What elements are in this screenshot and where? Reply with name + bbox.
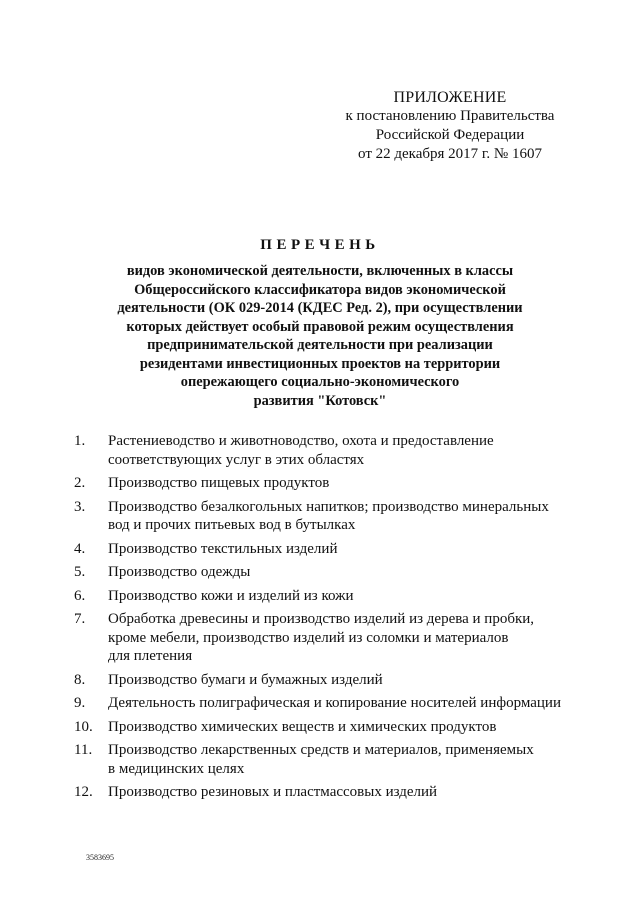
list-item-line: Производство текстильных изделий [108, 540, 338, 557]
list-item-text [108, 694, 561, 713]
list-item-line: Деятельность полиграфическая и копирование носителей информации [108, 695, 561, 711]
list-item-line: вод и прочих питьевых вод в бутылках [108, 517, 356, 533]
list-item [74, 783, 574, 802]
list-item [74, 498, 574, 535]
list-item-number: 8. [74, 671, 86, 688]
list-item-number: 4. [74, 540, 86, 557]
list-item-line: Производство одежды [108, 564, 251, 580]
subtitle-line: опережающего социально-экономического [180, 374, 460, 390]
list-item-text [108, 671, 383, 690]
list-item [74, 610, 574, 666]
list-item-line: для плетения [108, 648, 193, 664]
list-item [74, 718, 574, 737]
list-item-number: 12. [74, 784, 93, 800]
list-item-line: Производство кожи и изделий из кожи [108, 587, 354, 604]
list-item-line: Производство резиновых и пластмассовых изделий [108, 784, 438, 800]
appendix-line-3: от 22 декабря 2017 г. № 1607 [358, 146, 542, 162]
list-item-text [108, 783, 437, 802]
list-item-number: 1. [74, 433, 86, 449]
subtitle-line: развития "Котовск" [253, 392, 387, 409]
list-item [74, 694, 574, 713]
subtitle-line: которых действует особый правовой режим осуществления [126, 318, 514, 335]
list-item-line: Растениеводство и животноводство, охота и предоставление [108, 433, 494, 449]
appendix-line-1: к постановлению Правительства [345, 108, 555, 124]
list-item-number: 6. [74, 587, 86, 604]
subtitle-line: видов экономической деятельности, включенных в классы [126, 263, 514, 279]
list-item-text [108, 610, 534, 666]
list-item-number: 10. [74, 718, 93, 735]
list-item-number: 5. [74, 564, 86, 580]
list-item-text [108, 474, 329, 493]
list-item-text [108, 540, 337, 559]
list-item-line: Производство лекарственных средств и материалов, применяемых [108, 742, 534, 758]
list-item-text [108, 587, 354, 606]
subtitle-line: предпринимательской деятельности при реализации [147, 337, 493, 353]
list-item [74, 587, 574, 606]
list-item-number: 9. [74, 695, 86, 711]
subtitle-line: деятельности (ОК 029-2014 (КДЕС Ред. 2), при осуществлении [117, 300, 523, 316]
list-item-line: кроме мебели, производство изделий из соломки и материалов [108, 629, 509, 646]
list-item-line: Производство химических веществ и химических продуктов [108, 718, 497, 735]
list-item-number: 11. [74, 742, 93, 758]
list-item-text [108, 432, 494, 469]
list-item-line: Производство бумаги и бумажных изделий [108, 671, 383, 688]
list-item [74, 563, 574, 582]
document-title: ПЕРЕЧЕНЬ [260, 237, 380, 253]
list-item-line: Производство пищевых продуктов [108, 475, 330, 491]
list-item-text [108, 741, 534, 778]
list-item [74, 432, 574, 469]
list-item-text [108, 563, 250, 582]
list-item-text [108, 498, 549, 535]
activity-list [74, 432, 574, 807]
document-code: 3583695 [86, 853, 114, 862]
list-item-line: Производство безалкогольных напитков; производство минеральных [108, 498, 549, 515]
document-subtitle [80, 262, 560, 410]
appendix-heading: ПРИЛОЖЕНИЕ [393, 89, 507, 106]
subtitle-line: Общероссийского классификатора видов экономической [134, 281, 506, 298]
list-item-line: в медицинских целях [108, 760, 245, 777]
list-item-number: 2. [74, 475, 86, 491]
subtitle-line: резидентами инвестиционных проектов на территории [139, 355, 501, 372]
list-item-number: 7. [74, 611, 86, 627]
appendix-block [300, 88, 600, 164]
list-item-text [108, 718, 496, 737]
list-item [74, 540, 574, 559]
appendix-line-2: Российской Федерации [375, 127, 525, 143]
list-item-line: Обработка древесины и производство изделий из дерева и пробки, [108, 611, 535, 627]
list-item [74, 741, 574, 778]
list-item [74, 474, 574, 493]
list-item-line: соответствующих услуг в этих областях [108, 451, 365, 468]
list-item [74, 671, 574, 690]
list-item-number: 3. [74, 498, 86, 515]
